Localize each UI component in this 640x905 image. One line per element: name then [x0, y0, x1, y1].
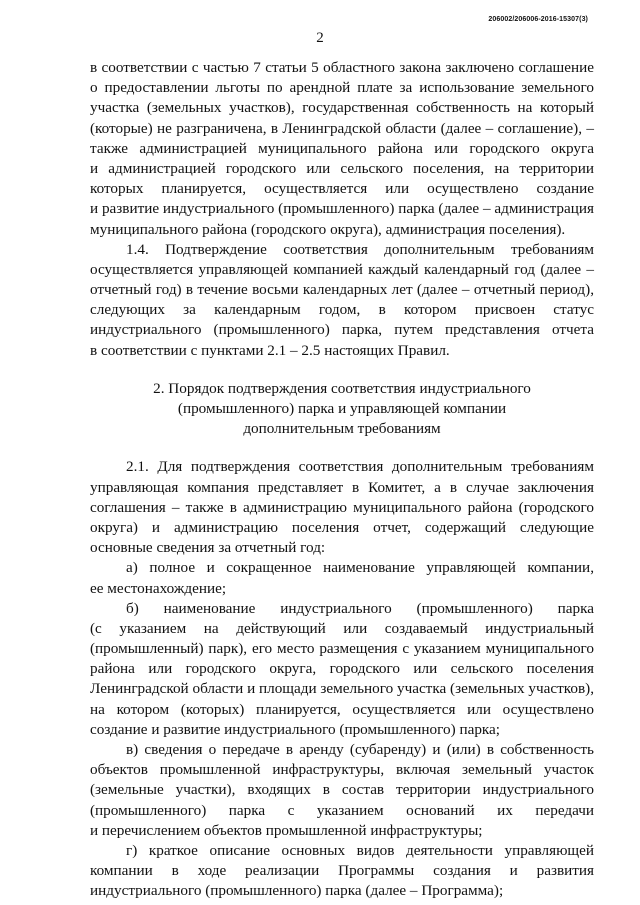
para-2-1-line: управляющая компания представляет в Комитет, а в случае заключения: [90, 478, 594, 496]
section-heading-line: 2. Порядок подтверждения соответствия индустриального: [153, 379, 531, 397]
item-g-line: г) краткое описание основных видов деятельности управляющей: [126, 841, 594, 859]
item-b-line: района или городского округа, городского или сельского поселения: [90, 660, 594, 678]
item-b-line: (промышленный) парк), его место размещения с указанием муниципального: [90, 640, 594, 658]
item-b-line: (с указанием на действующий или создаваемый индустриальный: [90, 619, 594, 637]
para-1-4-line: следующих за календарным годом, в котором присвоен статус: [90, 301, 594, 319]
para1-line: муниципального района (городского округа), администрация поселения).: [90, 220, 566, 238]
item-v-line: объектов промышленной инфраструктуры, включая земельный участок: [90, 761, 594, 779]
para1-line: участка (земельных участков), государственная собственность на который: [90, 99, 594, 117]
para-2-1-line: основные сведения за отчетный год:: [90, 539, 326, 557]
para-1-4-line: в соответствии с пунктами 2.1 – 2.5 настоящих Правил.: [90, 341, 450, 359]
para-2-1-line: округа) и администрацию поселения отчет, содержащий следующие: [90, 518, 594, 536]
item-g-line: компании в ходе реализации Программы создания и развития: [90, 862, 594, 880]
para-1-4-line: отчетный год) в течение восьми календарных лет (далее – отчетный период),: [90, 281, 594, 299]
para1-line: и развитие индустриального (промышленного) парка (далее – администрация: [90, 200, 594, 218]
para1-line: (которые) не разграничена, в Ленинградской области (далее – соглашение), –: [90, 119, 594, 137]
item-v-line: (земельные участки), входящих в состав территории индустриального: [90, 781, 594, 799]
document-id: 206002/206006-2016-15307(3): [488, 16, 588, 23]
para1-line: в соответствии с частью 7 статьи 5 областного закона заключено соглашение: [90, 59, 594, 76]
para1-line: и администрацией городского или сельского поселения, на территории: [90, 159, 594, 177]
para-2-1-line: соглашения – также в администрацию муниципального района (городского: [90, 498, 594, 516]
item-b-line: на котором (которых) планируется, осуществляется или осуществлено: [90, 700, 594, 718]
item-a-line: ее местонахождение;: [90, 579, 227, 597]
item-g-line: индустриального (промышленного) парка (далее – Программа);: [90, 882, 504, 900]
para-1-4-line: осуществляется управляющей компанией каждый календарный год (далее –: [90, 260, 594, 278]
item-b-line: создание и развитие индустриального (промышленного) парка;: [90, 720, 501, 738]
item-v-line: (промышленного) парка с указанием оснований их передачи: [90, 801, 594, 819]
item-b-line: б) наименование индустриального (промышленного) парка: [126, 599, 594, 617]
item-b-line: Ленинградской области и площади земельного участка (земельных участков),: [90, 680, 594, 698]
item-v-line: в) сведения о передаче в аренду (субаренду) и (или) в собственность: [126, 741, 594, 758]
page-number: 2: [316, 30, 324, 46]
para1-line: о предоставлении льготы по арендной плате за использование земельного: [90, 79, 594, 97]
section-heading-line: дополнительным требованиям: [243, 420, 441, 438]
para1-line: также администрацией муниципального района или городского округа: [90, 139, 594, 157]
para-1-4-line: 1.4. Подтверждение соответствия дополнительным требованиям: [126, 240, 594, 258]
document-body: [90, 58, 594, 902]
para-2-1-line: 2.1. Для подтверждения соответствия дополнительным требованиям: [126, 458, 594, 476]
para1-line: которых планируется, осуществляется или осуществлено создание: [90, 180, 594, 198]
para-1-4-line: индустриального (промышленного) парка, путем представления отчета: [90, 321, 594, 339]
item-v-line: и перечислением объектов промышленной инфраструктуры;: [90, 821, 483, 839]
section-heading-line: (промышленного) парка и управляющей компании: [177, 400, 507, 417]
item-a-line: а) полное и сокращенное наименование управляющей компании,: [126, 559, 594, 577]
